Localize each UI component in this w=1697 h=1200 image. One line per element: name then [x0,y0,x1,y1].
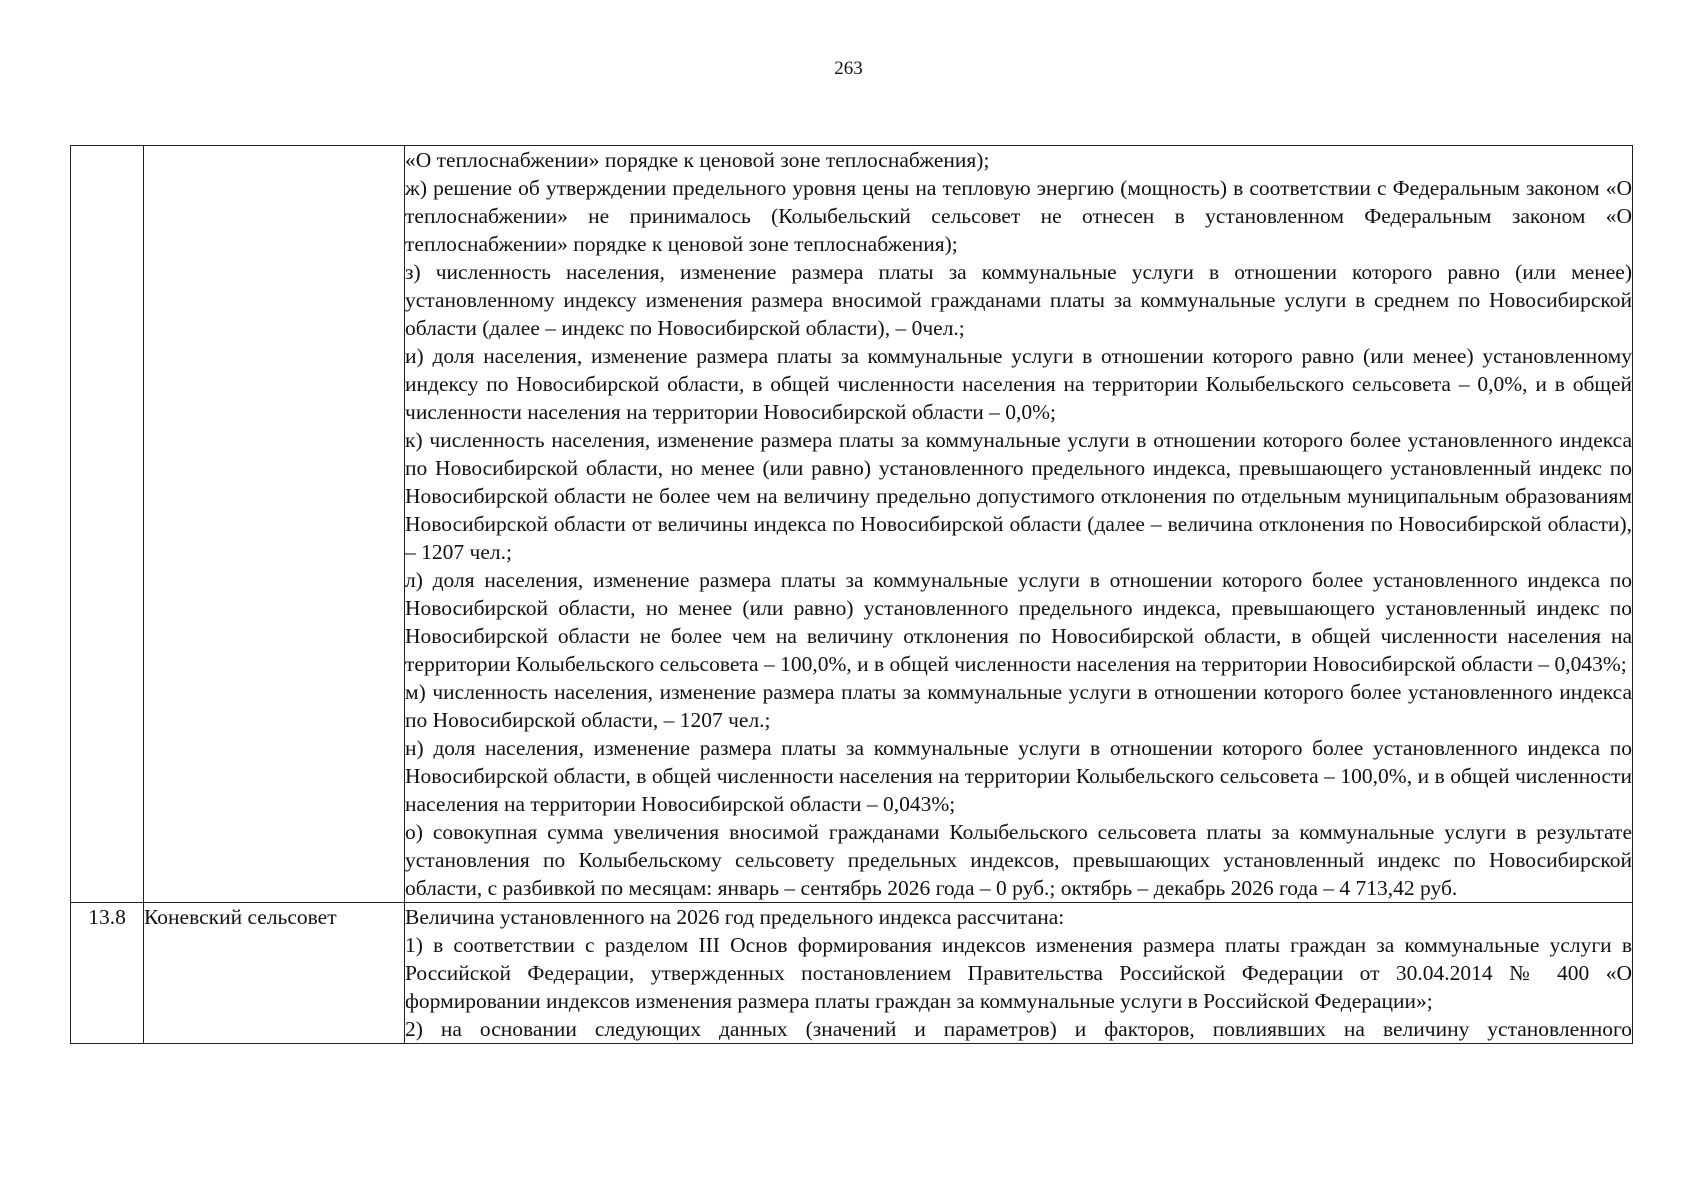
paragraph: 2) на основании следующих данных (значений и параметров) и факторов, повлиявших на величину установленного [405,1017,1632,1041]
paragraph: з) численность населения, изменение размера платы за коммунальные услуги в отношении которого равно (или менее) установленному индексу изменения размера вносимой гражданами платы за коммунальные услуги в среднем по Новосибирской области (далее – индекс по Новосибирской области), – 0чел.; [405,260,1632,340]
description-cell [405,146,1633,903]
paragraph: 1) в соответствии с разделом III Основ формирования индексов изменения размера платы граждан за коммунальные услуги в Российской Федерации, утвержденных постановлением Правительства Российской Федерации от 30.04.2014 № 400 «О формировании индексов изменения размера платы граждан за коммунальные услуги в Российской Федерации»; [405,933,1632,1013]
document-table [70,145,1633,1044]
municipality-name-cell: Коневский сельсовет [144,903,405,1044]
table-row [71,903,1633,1044]
paragraph: Величина установленного на 2026 год предельного индекса рассчитана: [405,905,1065,929]
page-number: 263 [834,58,863,79]
paragraph: л) доля населения, изменение размера платы за коммунальные услуги в отношении которого более установленного индекса по Новосибирской области, но менее (или равно) установленного предельного индекса, превышающего установленный индекс по Новосибирской области не более чем на величину отклонения по Новосибирской области, в общей численности населения на территории Колыбельского сельсовета – 100,0%, и в общей численности населения на территории Новосибирской области – 0,043%; [405,568,1632,676]
table-row [71,146,1633,903]
paragraph: о) совокупная сумма увеличения вносимой гражданами Колыбельского сельсовета платы за коммунальные услуги в результате установления по Колыбельскому сельсовету предельных индексов, превышающих установленный индекс по Новосибирской области, с разбивкой по месяцам: январь – сентябрь 2026 года – 0 руб.; октябрь – декабрь 2026 года – 4 713,42 руб. [405,820,1632,900]
paragraph: и) доля населения, изменение размера платы за коммунальные услуги в отношении которого равно (или менее) установленному индексу по Новосибирской области, в общей численности населения на территории Колыбельского сельсовета – 0,0%, и в общей численности населения на территории Новосибирской области – 0,0%; [405,344,1632,424]
description-cell [405,903,1633,1044]
paragraph: «О теплоснабжении» порядке к ценовой зоне теплоснабжения); [405,148,990,172]
paragraph: м) численность населения, изменение размера платы за коммунальные услуги в отношении которого более установленного индекса по Новосибирской области, – 1207 чел.; [405,680,1632,732]
row-number-cell: 13.8 [71,903,144,1044]
row-number-cell [71,146,144,903]
paragraph: ж) решение об утверждении предельного уровня цены на тепловую энергию (мощность) в соответствии с Федеральным законом «О теплоснабжении» не принималось (Колыбельский сельсовет не отнесен в установленном Федеральным законом «О теплоснабжении» порядке к ценовой зоне теплоснабжения); [405,176,1632,256]
paragraph: к) численность населения, изменение размера платы за коммунальные услуги в отношении которого более установленного индекса по Новосибирской области, но менее (или равно) установленного предельного индекса, превышающего установленный индекс по Новосибирской области не более чем на величину предельно допустимого отклонения по отдельным муниципальным образованиям Новосибирской области от величины индекса по Новосибирской области (далее – величина отклонения по Новосибирской области), – 1207 чел.; [405,428,1632,564]
paragraph: н) доля населения, изменение размера платы за коммунальные услуги в отношении которого более установленного индекса по Новосибирской области, в общей численности населения на территории Колыбельского сельсовета – 100,0%, и в общей численности населения на территории Новосибирской области – 0,043%; [405,736,1632,816]
municipality-name-cell [144,146,405,903]
